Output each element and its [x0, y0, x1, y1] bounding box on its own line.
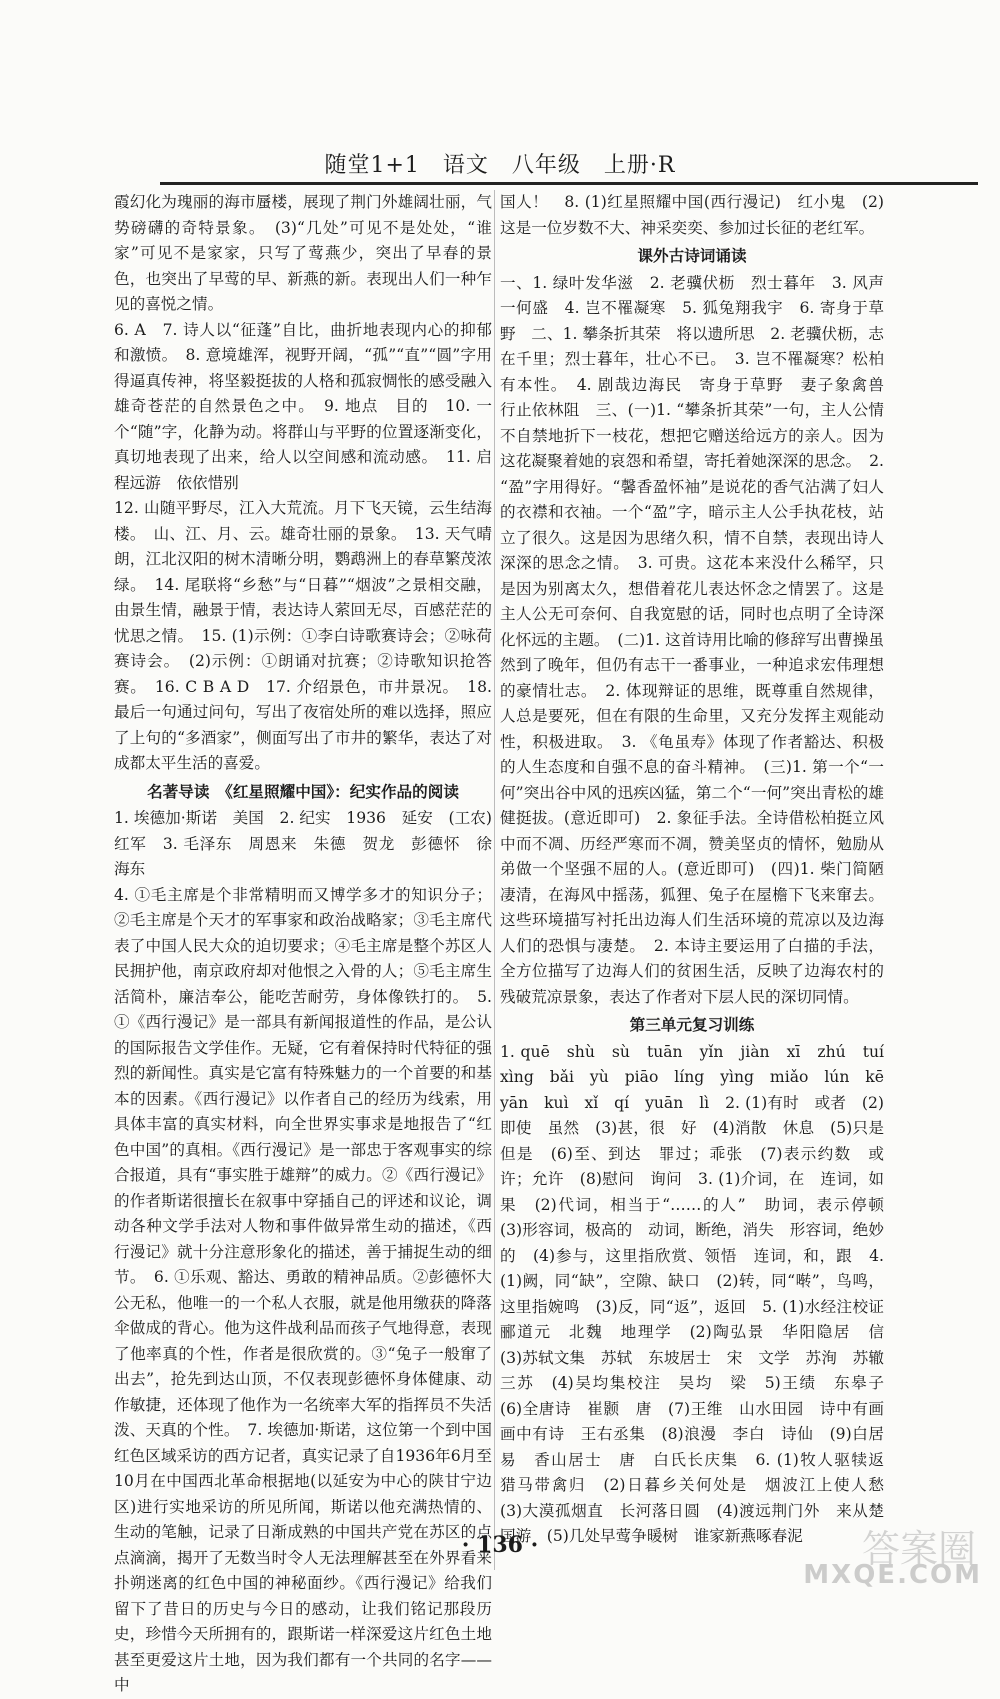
answer-paragraph: 6. A 7. 诗人以“征蓬”自比，曲折地表现内心的抑郁和激愤。 8. 意境雄浑，视野开阔，“孤”“直”“圆”字用得逼真传神，将坚毅挺拔的人格和孤寂惆怅的感受融入雄奇苍茫的自然景色之中。 9. 地点 目的 10. 一个“随”字，化静为动。将群山与平野的位置逐渐变化，真切地表现了出来，给人以空间感和流动感。 11. 启程远游 依依惜别: [114, 320, 492, 492]
section-title: 课外古诗词诵读: [637, 246, 747, 265]
answer-paragraph: 4. ①毛主席是个非常精明而又博学多才的知识分子；②毛主席是个天才的军事家和政治战略家；③毛主席代表了中国人民大众的迫切要求；④毛主席是整个苏区人民拥护他，南京政府却对他恨之入骨的人；⑤毛主席生活简朴，廉洁奉公，能吃苦耐劳，身体像铁打的。 5. ①《西行漫记》是一部具有新闻报道性的作品，是公认的国际报告文学佳作。无疑，它有着保持时代特征的强烈的新闻性。真实是它富有特殊魅力的一个首要的和基本的因素。《西行漫记》以作者自己的经历为线索，用具体丰富的真实材料，向全世界实事求是地报告了“红色中国”的真相。《西行漫记》是一部忠于客观事实的综合报道，具有“事实胜于雄辩”的威力。②《西行漫记》的作者斯诺很擅长在叙事中穿插自己的评述和议论，调动各种文学手法对人物和事件做异常生动的描述，《西行漫记》就十分注意形象化的描述，善于捕捉生动的细节。 6. ①乐观、豁达、勇敢的精神品质。②彭德怀大公无私，他唯一的一个私人衣服，就是他用缴获的降落伞做成的背心。他为这件战利品而孩子气地得意，表现了他率真的个性，作者是很欣赏的。③“兔子一般窜了出去”，抢先到达山顶，不仅表现彭德怀身体健康、动作敏捷，还体现了他作为一名统率大军的指挥员不失活泼、天真的个性。 7. 埃德加·斯诺，这位第一个到中国红色区域采访的西方记者，真实记录了自1936年6月至10月在中国西北革命根据地(以延安为中心的陕甘宁边区)进行实地采访的所见所闻，斯诺以他充满热情的、生动的笔触，记录了日渐成熟的中国共产党在苏区的点点滴滴，揭开了无数当时令人无法理解甚至在外界看来扑朔迷离的红色中国的神秘面纱。《西行漫记》给我们留下了昔日的历史与今日的感动，让我们铭记那段历史，珍惜今天所拥有的，跟斯诺一样深爱这片红色土地甚至更爱这片土地，因为我们都有一个共同的名字——中: [114, 885, 492, 1694]
answer-paragraph: 霞幻化为瑰丽的海市蜃楼，展现了荆门外雄阔壮丽，气势磅礴的奇特景象。 (3)“几处”可见不是处处，“谁家”可见不是家家，只写了莺燕少，突出了早春的景色，也突出了早莺的早、新燕的新。表现出人们一种乍见的喜悦之情。: [114, 193, 492, 313]
answer-paragraph: 国人！ 8. (1)红星照耀中国(西行漫记) 红小鬼 (2)这是一位岁数不大、神采奕奕、参加过长征的老红军。: [500, 193, 884, 237]
section-title: 名著导读 《红星照耀中国》：纪实作品的阅读: [147, 781, 459, 801]
answer-paragraph: 1. 埃德加·斯诺 美国 2. 纪实 1936 延安 (工农)红军 3. 毛泽东 周恩来 朱德 贺龙 彭德怀 徐海东: [114, 809, 492, 878]
answer-paragraph: 12. 山随平野尽，江入大荒流。月下飞天镜，云生结海楼。 山、江、月、云。雄奇壮丽的景象。 13. 天气晴朗，江北汉阳的树木清晰分明，鹦鹉洲上的春草繁茂浓绿。 14. 尾联将“乡愁”与“日暮”“烟波”之景相交融，由景生情，融景于情，表达诗人萦回无尽，百感茫茫的忧思之情。 15. (1)示例：①李白诗歌赛诗会；②咏荷赛诗会。 (2)示例：①朗诵对抗赛；②诗歌知识抢答赛。 16. C B A D 17. 介绍景色，市井景况。 18. 最后一句通过问句，写出了夜宿处所的难以选择，照应了上句的“多酒家”，侧面写出了市井的繁华，表达了对成都太平生活的喜爱。: [114, 499, 492, 772]
page-number: · 136 ·: [461, 1532, 539, 1558]
answer-paragraph: 一、1. 绿叶发华滋 2. 老骥伏枥 烈士暮年 3. 风声一何盛 4. 岂不罹凝寒 5. 狐兔翔我宇 6. 寄身于草野 二、1. 攀条折其荣 将以遗所思 2. 老骥伏枥，志在千里；烈士暮年，壮心不已。 3. 岂不罹凝寒？松柏有本性。 4. 剧哉边海民 寄身于草野 妻子象禽兽 行止依林阻 三、(一)1. “攀条折其荣”一句，主人公情不自禁地折下一枝花，想把它赠送给远方的亲人。因为这花凝聚着她的哀怨和希望，寄托着她深深的思念。 2. “盈”字用得好。“馨香盈怀袖”是说花的香气沾满了妇人的衣襟和衣袖。一个“盈”字，暗示主人公手执花枝，站立了很久。这是因为思绪久积，情不自禁，表现出诗人深深的思念之情。 3. 可贵。这花本来没什么稀罕，只是因为别离太久，想借着花儿表达怀念之情罢了。这是主人公无可奈何、自我宽慰的话，同时也点明了全诗深化怀远的主题。 (二)1. 这首诗用比喻的修辞写出曹操虽然到了晚年，但仍有志干一番事业，一种追求宏伟理想的豪情壮志。 2. 体现辩证的思维，既尊重自然规律，人总是要死，但在有限的生命里，又充分发挥主观能动性，积极进取。 3. 《龟虽寿》体现了作者豁达、积极的人生态度和自强不息的奋斗精神。 (三)1. 第一个“一何”突出谷中风的迅疾凶猛，第二个“一何”突出青松的雄健挺拔。(意近即可) 2. 象征手法。全诗借松柏挺立风中而不凋、历经严寒而不凋，赞美坚贞的情怀，勉励从弟做一个坚强不屈的人。(意近即可) (四)1. 柴门简陋凄清，在海风中摇荡，狐狸、兔子在屋檐下飞来窜去。这些环境描写衬托出边海人们生活环境的荒凉以及边海人们的恐惧与凄楚。 2. 本诗主要运用了白描的手法，全方位描写了边海人们的贫困生活，反映了边海农村的残破荒凉景象，表达了作者对下层人民的深切同情。: [500, 273, 900, 1006]
watermark: [803, 1518, 982, 1590]
right-column: [500, 190, 900, 1570]
watermark-site: MXQE.COM: [803, 1560, 982, 1590]
watermark-logo: 答案圈: [861, 1527, 976, 1571]
left-column: [114, 190, 492, 1694]
header-rule: [160, 182, 978, 185]
column-divider: [494, 190, 495, 1570]
running-header: 随堂1+1 语文 八年级 上册·R: [324, 153, 676, 178]
section-title: 第三单元复习训练: [629, 1015, 755, 1034]
answer-paragraph: 1. quē shù sù tuān yǐn jiàn xī zhú tuí xìng bǎi yù piāo líng yìng miǎo lún kē yān kuì xǐ qí yuān lì 2. (1)有时 或者 (2)即使 虽然 (3)甚，很 好 (4)消散 休息 (5)只是 但是 (6)至、到达 罪过；乖张 (7)表示约数 或许；允许 (8)慰问 询问 3. (1)介词，在 连词，如果 (2)代词，相当于“……的人” 助词，表示停顿 (3)形容词，极高的 动词，断绝，消失 形容词，绝妙的 (4)参与，这里指欣赏、领悟 连词，和，跟 4. (1)阙，同“缺”，空隙、缺口 (2)转，同“啭”，鸟鸣，这里指婉鸣 (3)反，同“返”，返回 5. (1)水经注校证 郦道元 北魏 地理学 (2)陶弘景 华阳隐居 信 (3)苏轼文集 苏轼 东坡居士 宋 文学 苏洵 苏辙 三苏 (4)吴均集校注 吴均 梁 5)王绩 东皋子 (6)全唐诗 崔颢 唐 (7)王维 山水田园 诗中有画 画中有诗 王右丞集 (8)浪漫 李白 诗仙 (9)白居易 香山居士 唐 白氏长庆集 6. (1)牧人驱犊返 猎马带禽归 (2)日暮乡关何处是 烟波江上使人愁 (3)大漠孤烟直 长河落日圆 (4)渡远荆门外 来从楚国游 (5)几处早莺争暖树 谁家新燕啄春泥: [500, 1042, 900, 1545]
